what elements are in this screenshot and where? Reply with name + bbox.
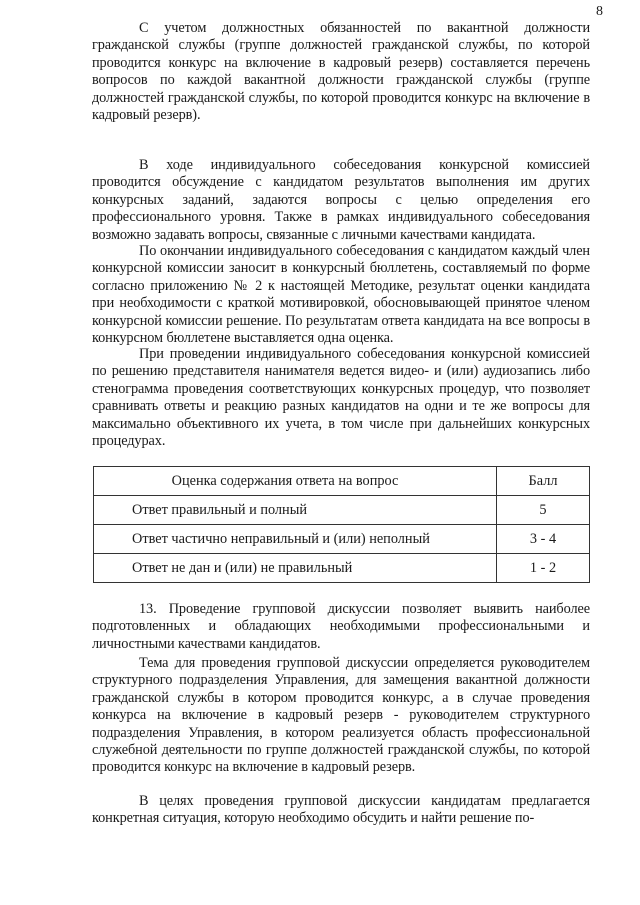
paragraph-discussion-case: В целях проведения групповой дискуссии кандидатам предлагается конкретная ситуация, которую необходимо обсудить и найти решение по-	[92, 793, 590, 827]
row-score: 5	[497, 496, 590, 525]
table-row	[94, 554, 590, 583]
header-score: Балл	[497, 467, 590, 496]
paragraph-group-discussion: 13. Проведение групповой дискуссии позволяет выявить наиболее подготовленных и обладающих необходимыми профессиональными и личностными качествами кандидатов.	[92, 601, 590, 652]
header-criterion: Оценка содержания ответа на вопрос	[94, 467, 497, 496]
row-criterion: Ответ частично неправильный и (или) неполный	[94, 525, 497, 554]
paragraph-question-list: С учетом должностных обязанностей по вакантной должности гражданской службы (группе должностей гражданской службы, по которой проводится конкурс на включение в кадровый резерв) составляется перечень вопросов по каждой вакантной должности гражданской службы (группе должностей гражданской службы, по которой проводится конкурс на включение в кадровый резерв).	[92, 20, 590, 124]
paragraph-recording: При проведении индивидуального собеседования конкурсной комиссией по решению представителя нанимателя ведется видео- и (или) аудиозапись либо стенограмма проведения соответствующих конкурсных процедур, что позволяет сравнивать ответы и реакцию разных кандидатов на одни и те же вопросы для максимально объективного их учета, в том числе при дальнейших конкурсных процедурах.	[92, 346, 590, 450]
page-number: 8	[596, 4, 603, 19]
row-criterion: Ответ правильный и полный	[94, 496, 497, 525]
table-row	[94, 525, 590, 554]
row-criterion: Ответ не дан и (или) не правильный	[94, 554, 497, 583]
answer-score-table	[93, 466, 590, 583]
table-row	[94, 496, 590, 525]
row-score: 1 - 2	[497, 554, 590, 583]
paragraph-ballot-entry: По окончании индивидуального собеседования с кандидатом каждый член конкурсной комиссии заносит в конкурсный бюллетень, составляемый по форме согласно приложению № 2 к настоящей Методике, результат оценки кандидата при необходимости с краткой мотивировкой, обосновывающей принятое членом конкурсной комиссии решение. По результатам ответа кандидата на все вопросы в конкурсном бюллетене выставляется одна оценка.	[92, 243, 590, 347]
paragraph-interview-discussion: В ходе индивидуального собеседования конкурсной комиссией проводится обсуждение с кандидатом результатов выполнения им других конкурсных заданий, задаются вопросы с целью определения его профессионального уровня. Также в рамках индивидуального собеседования возможно задавать вопросы, связанные с личными качествами кандидата.	[92, 157, 590, 243]
row-score: 3 - 4	[497, 525, 590, 554]
paragraph-discussion-topic: Тема для проведения групповой дискуссии определяется руководителем структурного подразделения Управления, для замещения вакантной должности гражданской службы в котором проводится конкурс, а в случае проведения конкурса на включение в кадровый резерв - руководителем структурного подразделения Управления, в котором реализуется область профессиональной служебной деятельности по группе должностей гражданской службы, по которой проводится конкурс на включение в кадровый резерв.	[92, 655, 590, 776]
table-header-row	[94, 467, 590, 496]
